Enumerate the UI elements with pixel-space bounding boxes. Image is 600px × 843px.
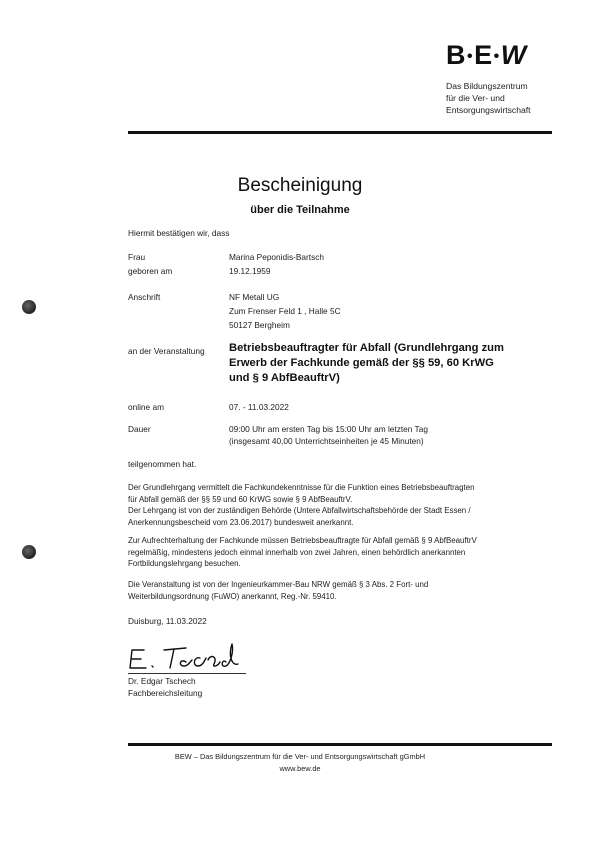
paragraph-line: für Abfall gemäß der §§ 59 und 60 KrWG sowie § 9 AbfBeauftrV. <box>128 494 353 504</box>
event-dates: 07. - 11.03.2022 <box>229 402 289 412</box>
signature-line <box>128 673 246 674</box>
duration-line-2: (insgesamt 40,00 Unterrichtseinheiten je 45 Minuten) <box>229 436 424 446</box>
duration-line-1: 09:00 Uhr am ersten Tag bis 15:00 Uhr am letzten Tag <box>229 424 428 434</box>
logo-subtitle-line2: für die Ver- und <box>446 93 505 103</box>
participant-name: Marina Peponidis-Bartsch <box>229 252 324 262</box>
address-line-2: Zum Frenser Feld 1 , Halle 5C <box>229 306 341 316</box>
paragraph-line: Zur Aufrechterhaltung der Fachkunde müssen Betriebsbeauftragte für Abfall gemäß § 9 AbfBeauftrV <box>128 536 477 545</box>
duration-label: Dauer <box>128 424 151 434</box>
paragraph-line: Die Veranstaltung ist von der Ingenieurkammer-Bau NRW gemäß § 3 Abs. 2 Fort- und <box>128 580 429 589</box>
address-line-3: 50127 Bergheim <box>229 320 290 330</box>
address-line-1: NF Metall UG <box>229 292 280 302</box>
footer-line-1: BEW – Das Bildungszentrum für die Ver- und Entsorgungswirtschaft gGmbH <box>174 752 426 761</box>
punch-hole-bottom <box>22 545 36 559</box>
signatory-role: Fachbereichsleitung <box>128 688 203 698</box>
footer-divider <box>128 743 552 746</box>
salutation-label: Frau <box>128 252 146 262</box>
place-date: Duisburg, 11.03.2022 <box>128 616 207 626</box>
bew-logo: B•E•W <box>446 40 527 70</box>
paragraph-accreditation <box>128 579 548 602</box>
document-subtitle: über die Teilnahme <box>250 204 350 216</box>
intro-text: Hiermit bestätigen wir, dass <box>128 228 230 238</box>
paragraph-line: Fortbildungslehrgang besuchen. <box>128 559 241 568</box>
logo-subtitle-line1: Das Bildungszentrum <box>446 81 528 91</box>
logo-letter-w: W <box>500 40 527 70</box>
event-title-line2: Erwerb der Fachkunde gemäß der §§ 59, 60 KrWG <box>229 357 494 369</box>
handwritten-signature <box>128 642 248 676</box>
paragraph-line: Anerkennungsbescheid vom 23.06.2017) bundesweit anerkannt. <box>128 517 354 527</box>
paragraph-maintenance <box>128 535 548 570</box>
logo-subtitle-line3: Entsorgungswirtschaft <box>446 105 531 115</box>
punch-hole-top <box>22 300 36 314</box>
online-label: online am <box>128 402 164 412</box>
birthdate-label: geboren am <box>128 266 173 276</box>
paragraph-line: regelmäßig, mindestens jedoch einmal innerhalb von zwei Jahren, einen behördlich anerkannten <box>128 547 466 557</box>
paragraph-line: Der Grundlehrgang vermittelt die Fachkundekenntnisse für die Funktion eines Betriebsbeauftragten <box>128 483 475 492</box>
event-label: an der Veranstaltung <box>128 346 205 356</box>
birthdate-value: 19.12.1959 <box>229 266 271 276</box>
logo-subtitle <box>446 80 531 116</box>
event-title <box>229 341 549 386</box>
footer-website: www.bew.de <box>279 764 321 773</box>
logo-letter-e: E <box>474 40 493 70</box>
document-title: Bescheinigung <box>237 175 363 196</box>
paragraph-course-info <box>128 482 548 528</box>
logo-letter-b: B <box>446 40 466 70</box>
paragraph-line: Der Lehrgang ist von der zuständigen Behörde (Untere Abfallwirtschaftsbehörde der Stadt Essen / <box>128 506 471 515</box>
address-label: Anschrift <box>128 292 161 302</box>
header-divider <box>128 131 552 134</box>
signatory-name: Dr. Edgar Tschech <box>128 676 196 686</box>
participated-text: teilgenommen hat. <box>128 459 197 469</box>
event-title-line3: und § 9 AbfBeauftrV) <box>229 372 340 384</box>
paragraph-line: Weiterbildungsordnung (FuWO) anerkannt, Reg.-Nr. 59410. <box>128 591 337 601</box>
event-title-line1: Betriebsbeauftragter für Abfall (Grundlehrgang zum <box>229 342 504 354</box>
